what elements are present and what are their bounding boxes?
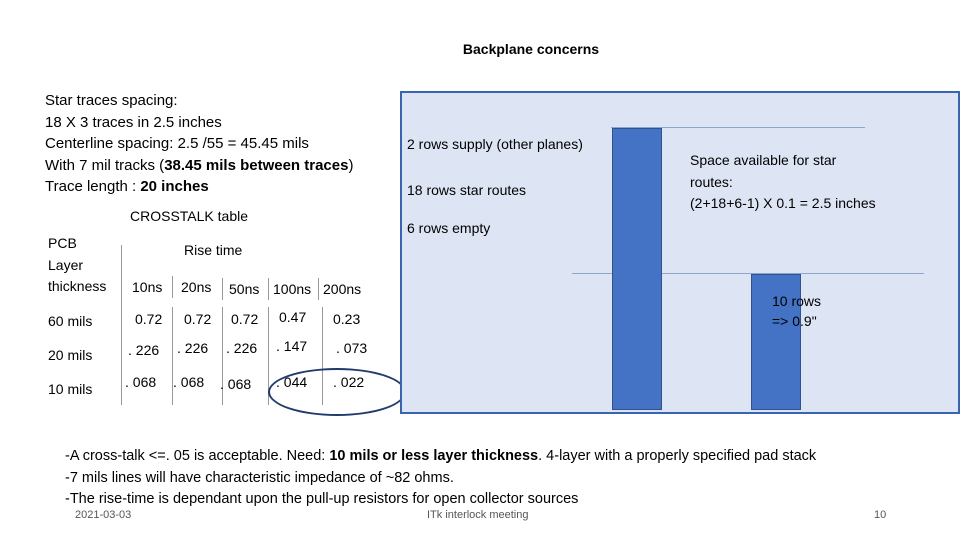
space-available-label <box>690 150 876 215</box>
spec-text: Trace length : <box>45 178 141 195</box>
star-rows-label: 18 rows star routes <box>407 182 527 198</box>
spec-line <box>45 176 353 198</box>
table-separator <box>172 276 173 298</box>
note-line: -7 mils lines will have characteristic impedance of ~82 ohms. <box>65 469 454 486</box>
note-line: -The rise-time is dependant upon the pull-up resistors for open collector sources <box>65 491 579 507</box>
table-row-header <box>48 233 106 298</box>
column-header: 50ns <box>229 281 260 297</box>
table-separator <box>172 307 173 405</box>
table-cell: . 068 <box>125 374 157 390</box>
space-line: Space available for star <box>690 152 837 168</box>
spec-text: ) <box>348 156 354 174</box>
rise-time-label: Rise time <box>184 242 243 258</box>
table-separator <box>318 278 319 300</box>
table-cell: . 068 <box>173 374 205 390</box>
table-cell: . 073 <box>336 340 368 356</box>
footer-page-number: 10 <box>874 509 887 521</box>
spec-line: 18 X 3 traces in 2.5 inches <box>45 113 222 131</box>
rows-bar-tall <box>612 128 662 410</box>
spec-line <box>45 155 353 177</box>
table-cell: . 226 <box>128 342 160 358</box>
notes-block <box>65 446 816 511</box>
supply-rows-label: 2 rows supply (other planes) <box>407 136 583 152</box>
column-header: 200ns <box>323 281 362 297</box>
table-cell: . 226 <box>177 340 209 356</box>
note-text: . 4-layer with a properly specified pad stack <box>538 448 817 464</box>
spec-line: Star traces spacing: <box>45 92 178 109</box>
slide-title: Backplane concerns <box>462 41 600 57</box>
table-cell: 0.23 <box>333 311 361 327</box>
ten-rows-line: => 0.9" <box>772 313 817 329</box>
note-line <box>65 446 816 468</box>
table-cell: 0.72 <box>184 311 212 327</box>
row-header-line: PCB <box>48 235 77 251</box>
row-label: 60 mils <box>48 313 93 329</box>
table-separator <box>222 278 223 300</box>
spec-block <box>45 90 353 198</box>
footer-date: 2021-03-03 <box>75 509 132 521</box>
table-separator <box>268 278 269 300</box>
crosstalk-table-title: CROSSTALK table <box>130 208 249 224</box>
table-separator <box>121 245 122 405</box>
ten-rows-line: 10 rows <box>772 293 822 309</box>
note-text: -A cross-talk <=. 05 is acceptable. Need: <box>65 448 330 464</box>
row-label: 20 mils <box>48 347 93 363</box>
column-header: 20ns <box>181 279 212 295</box>
row-label: 10 mils <box>48 381 93 397</box>
column-header: 10ns <box>132 279 163 295</box>
space-line: routes: <box>690 173 733 190</box>
table-cell: 0.47 <box>279 309 307 325</box>
spec-bold: 20 inches <box>140 178 209 195</box>
row-header-line: Layer <box>48 256 84 273</box>
table-cell: . 226 <box>226 340 258 356</box>
spec-text: With 7 mil tracks ( <box>45 156 165 174</box>
footer-meeting: ITk interlock meeting <box>427 509 529 521</box>
space-line: (2+18+6-1) X 0.1 = 2.5 inches <box>690 195 876 211</box>
table-cell: 0.72 <box>135 311 163 327</box>
spec-bold: 38.45 mils between traces <box>164 156 349 174</box>
row-header-line: thickness <box>48 278 107 294</box>
table-cell: . 147 <box>276 338 308 354</box>
spec-line: Centerline spacing: 2.5 /55 = 45.45 mils <box>45 135 309 152</box>
table-cell: . 068 <box>220 376 252 392</box>
table-cell: 0.72 <box>231 311 259 327</box>
column-header: 100ns <box>273 281 312 297</box>
table-cell: . 044 <box>276 374 308 390</box>
empty-rows-label: 6 rows empty <box>407 220 491 236</box>
table-cell: . 022 <box>333 374 365 390</box>
highlight-ellipse <box>268 368 406 416</box>
note-bold: 10 mils or less layer thickness <box>329 448 539 464</box>
ten-rows-label <box>772 291 821 331</box>
